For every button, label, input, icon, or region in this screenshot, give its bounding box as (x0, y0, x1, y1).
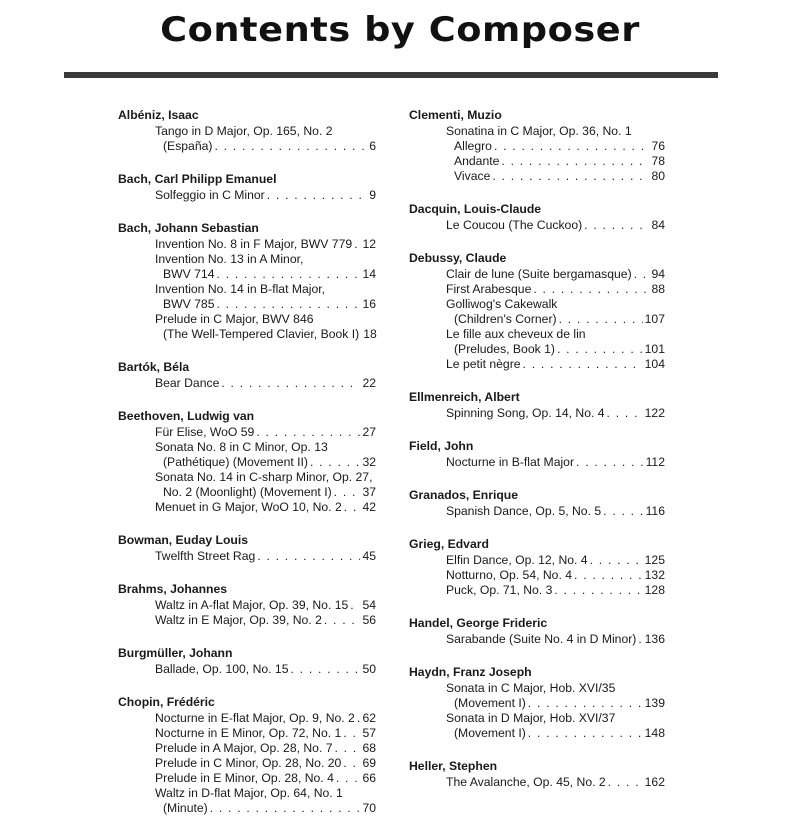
page-number: 9 (369, 188, 376, 202)
page-number: 50 (362, 662, 376, 676)
piece-entry (409, 696, 665, 711)
piece-entry (118, 801, 376, 816)
page-number: 32 (362, 455, 376, 469)
piece-entry (118, 662, 376, 677)
piece-title: Sonata in C Major, Hob. XVI/35 (446, 681, 616, 695)
composer-entry (409, 439, 665, 470)
piece-title: Menuet in G Major, WoO 10, No. 2 (155, 500, 342, 514)
piece-title: Clair de lune (Suite bergamasque) (446, 267, 632, 281)
piece-title: Solfeggio in C Minor (155, 188, 265, 202)
piece-entry (409, 218, 665, 233)
piece-entry (118, 267, 376, 282)
piece-title: (Children's Corner) (454, 312, 557, 326)
piece-title: Le petit nègre (446, 357, 521, 371)
piece-title: First Arabesque (446, 282, 532, 296)
piece-title: (Preludes, Book 1) (454, 342, 555, 356)
piece-entry (118, 124, 376, 139)
piece-entry (118, 425, 376, 440)
dot-leader (601, 504, 643, 519)
composer-entry (409, 616, 665, 647)
page-number: 37 (362, 485, 376, 499)
composer-entry (118, 172, 376, 203)
piece-entry (118, 771, 376, 786)
page-number: 122 (644, 406, 665, 420)
piece-title: The Avalanche, Op. 45, No. 2 (446, 775, 606, 789)
dot-leader (632, 267, 650, 282)
page-number: 112 (645, 455, 665, 469)
piece-entry (118, 139, 376, 154)
composer-name: Handel, George Frideric (409, 616, 548, 630)
composer-name: Granados, Enrique (409, 488, 519, 502)
piece-entry (409, 267, 665, 282)
dot-leader (265, 188, 367, 203)
right-column (409, 108, 665, 808)
piece-entry (118, 376, 376, 391)
piece-title: Bear Dance (155, 376, 220, 390)
piece-entry (409, 312, 665, 327)
composer-name: Haydn, Franz Joseph (409, 665, 532, 679)
composer-entry (409, 202, 665, 233)
composer-entry (409, 108, 665, 184)
dot-leader (255, 549, 360, 564)
page-number: 66 (362, 771, 376, 785)
piece-title: Puck, Op. 71, No. 3 (446, 583, 553, 597)
piece-title: Spanish Dance, Op. 5, No. 5 (446, 504, 602, 518)
piece-entry (118, 470, 376, 485)
page-number: 62 (362, 711, 376, 725)
dot-leader (333, 741, 361, 756)
piece-title: Prelude in E Minor, Op. 28, No. 4 (155, 771, 334, 785)
page-number: 14 (362, 267, 376, 281)
piece-title: Tango in D Major, Op. 165, No. 2 (155, 124, 333, 138)
piece-title: Sarabande (Suite No. 4 in D Minor) (446, 632, 637, 646)
piece-entry (409, 775, 665, 790)
dot-leader (352, 237, 360, 252)
piece-title: Invention No. 13 in A Minor, (155, 252, 304, 266)
dot-leader (208, 801, 361, 816)
dot-leader (214, 297, 360, 312)
piece-entry (118, 726, 376, 741)
piece-entry (118, 485, 376, 500)
piece-title: Notturno, Op. 54, No. 4 (446, 568, 573, 582)
piece-entry (409, 568, 665, 583)
piece-entry (409, 169, 665, 184)
piece-title: Invention No. 14 in B-flat Major, (155, 282, 326, 296)
piece-entry (118, 252, 376, 267)
page-number: 136 (644, 632, 665, 646)
page-number: 94 (651, 267, 665, 281)
piece-title: BWV 785 (163, 297, 215, 311)
composer-name: Bowman, Euday Louis (118, 533, 249, 547)
dot-leader (521, 357, 643, 372)
dot-leader (552, 583, 642, 598)
piece-entry (118, 598, 376, 613)
page-number: 84 (651, 218, 665, 232)
piece-title: Prelude in A Major, Op. 28, No. 7 (155, 741, 333, 755)
piece-title: Sonata No. 8 in C Minor, Op. 13 (155, 440, 328, 454)
piece-entry (118, 756, 376, 771)
piece-entry (118, 297, 376, 312)
composer-name: Chopin, Frédéric (118, 695, 215, 709)
piece-entry (409, 139, 665, 154)
piece-entry (409, 681, 665, 696)
piece-entry (409, 726, 665, 741)
dot-leader (212, 139, 367, 154)
composer-entry (118, 533, 376, 564)
composer-name: Debussy, Claude (409, 251, 507, 265)
piece-entry (409, 357, 665, 372)
composer-entry (118, 646, 376, 677)
page-number: 68 (362, 741, 376, 755)
composer-name: Clementi, Muzio (409, 108, 502, 122)
title-rule (64, 72, 718, 78)
page-number: 22 (362, 376, 376, 390)
dot-leader (588, 553, 643, 568)
dot-leader (526, 726, 643, 741)
piece-title: Andante (454, 154, 500, 168)
piece-title: (Pathétique) (Movement II) (163, 455, 308, 469)
composer-name: Bach, Carl Philipp Emanuel (118, 172, 277, 186)
piece-entry (409, 297, 665, 312)
piece-entry (409, 282, 665, 297)
piece-entry (118, 741, 376, 756)
dot-leader (557, 312, 643, 327)
piece-title: Elfin Dance, Op. 12, No. 4 (446, 553, 588, 567)
page-number: 76 (651, 139, 665, 153)
piece-title: Nocturne in E Minor, Op. 72, No. 1 (155, 726, 342, 740)
piece-title: (España) (163, 139, 213, 153)
composer-entry (118, 221, 376, 342)
page-number: 16 (362, 297, 376, 311)
piece-title: Spinning Song, Op. 14, No. 4 (446, 406, 605, 420)
piece-title: (Movement I) (454, 696, 526, 710)
composer-entry (409, 390, 665, 421)
page-number: 101 (644, 342, 665, 356)
dot-leader (341, 726, 360, 741)
page-number: 42 (362, 500, 376, 514)
piece-entry (118, 711, 376, 726)
piece-title: Waltz in E Major, Op. 39, No. 2 (155, 613, 322, 627)
composer-name: Beethoven, Ludwig van (118, 409, 255, 423)
dot-leader (499, 154, 649, 169)
piece-entry (409, 504, 665, 519)
dot-leader (555, 342, 643, 357)
page-number: 54 (362, 598, 376, 612)
dot-leader (574, 455, 644, 470)
page-number: 125 (644, 553, 665, 567)
piece-entry (118, 440, 376, 455)
composer-entry (118, 409, 376, 515)
piece-title: (The Well-Tempered Clavier, Book I) (163, 327, 360, 341)
composer-name: Field, John (409, 439, 474, 453)
page-number: 139 (644, 696, 665, 710)
page-number: 56 (362, 613, 376, 627)
dot-leader (334, 771, 361, 786)
page-number: 128 (644, 583, 665, 597)
page-number: 162 (644, 775, 665, 789)
page-number: 6 (369, 139, 376, 153)
piece-title: Vivace (454, 169, 491, 183)
dot-leader (342, 500, 361, 515)
page-number: 116 (645, 504, 665, 518)
piece-title: No. 2 (Moonlight) (Movement I) (163, 485, 332, 499)
page-number: 57 (362, 726, 376, 740)
dot-leader (490, 169, 649, 184)
piece-entry (118, 613, 376, 628)
piece-entry (118, 500, 376, 515)
dot-leader (531, 282, 649, 297)
piece-entry (409, 583, 665, 598)
piece-title: Prelude in C Minor, Op. 28, No. 20 (155, 756, 342, 770)
composer-entry (409, 537, 665, 598)
composer-entry (118, 360, 376, 391)
page-number: 18 (363, 327, 377, 341)
piece-entry (118, 282, 376, 297)
dot-leader (214, 267, 360, 282)
piece-title: Golliwog's Cakewalk (446, 297, 558, 311)
piece-title: Prelude in C Major, BWV 846 (155, 312, 314, 326)
left-column (118, 108, 376, 834)
page-number: 70 (362, 801, 376, 815)
piece-entry (118, 549, 376, 564)
piece-entry (118, 455, 376, 470)
page-number: 78 (651, 154, 665, 168)
piece-entry (409, 342, 665, 357)
page-number: 45 (362, 549, 376, 563)
piece-title: (Movement I) (454, 726, 526, 740)
piece-entry (409, 553, 665, 568)
dot-leader (605, 406, 643, 421)
dot-leader (526, 696, 643, 711)
composer-name: Bartók, Béla (118, 360, 190, 374)
composer-name: Dacquin, Louis-Claude (409, 202, 542, 216)
composer-name: Burgmüller, Johann (118, 646, 233, 660)
piece-entry (409, 154, 665, 169)
piece-entry (118, 312, 376, 327)
page-number: 107 (644, 312, 665, 326)
composer-entry (409, 665, 665, 741)
dot-leader (341, 756, 360, 771)
piece-entry (409, 124, 665, 139)
composer-name: Brahms, Johannes (118, 582, 228, 596)
piece-entry (409, 327, 665, 342)
piece-title: Waltz in D-flat Major, Op. 64, No. 1 (155, 786, 343, 800)
piece-entry (118, 327, 376, 342)
piece-entry (118, 786, 376, 801)
dot-leader (492, 139, 650, 154)
dot-leader (219, 376, 360, 391)
page-number: 88 (651, 282, 665, 296)
composer-name: Albéniz, Isaac (118, 108, 199, 122)
composer-entry (118, 108, 376, 154)
composer-name: Ellmenreich, Albert (409, 390, 520, 404)
dot-leader (308, 455, 360, 470)
piece-title: Nocturne in B-flat Major (446, 455, 575, 469)
page-number: 104 (644, 357, 665, 371)
page-number: 132 (644, 568, 665, 582)
page-number: 80 (651, 169, 665, 183)
dot-leader (254, 425, 360, 440)
piece-entry (118, 188, 376, 203)
dot-leader (332, 485, 361, 500)
dot-leader (582, 218, 649, 233)
dot-leader (322, 613, 361, 628)
piece-title: Nocturne in E-flat Major, Op. 9, No. 2 (155, 711, 355, 725)
page-number: 27 (362, 425, 376, 439)
piece-title: (Minute) (163, 801, 208, 815)
piece-entry (409, 455, 665, 470)
composer-name: Heller, Stephen (409, 759, 498, 773)
piece-title: Le fille aux cheveux de lin (446, 327, 586, 341)
piece-entry (409, 711, 665, 726)
piece-title: BWV 714 (163, 267, 215, 281)
piece-title: Sonata in D Major, Hob. XVI/37 (446, 711, 616, 725)
piece-title: Invention No. 8 in F Major, BWV 779 (155, 237, 353, 251)
piece-title: Sonata No. 14 in C-sharp Minor, Op. 27, (155, 470, 373, 484)
page-number: 69 (362, 756, 376, 770)
piece-title: Le Coucou (The Cuckoo) (446, 218, 583, 232)
piece-title: Ballade, Op. 100, No. 15 (155, 662, 289, 676)
piece-entry (409, 632, 665, 647)
piece-title: Twelfth Street Rag (155, 549, 256, 563)
dot-leader (572, 568, 643, 583)
composer-name: Grieg, Edvard (409, 537, 489, 551)
dot-leader (288, 662, 360, 677)
composer-entry (409, 488, 665, 519)
piece-title: Allegro (454, 139, 492, 153)
page-number: 12 (362, 237, 376, 251)
piece-entry (118, 237, 376, 252)
composer-name: Bach, Johann Sebastian (118, 221, 259, 235)
dot-leader (348, 598, 360, 613)
page-number: 148 (644, 726, 665, 740)
piece-title: Waltz in A-flat Major, Op. 39, No. 15 (155, 598, 349, 612)
composer-entry (409, 759, 665, 790)
page-title: Contents by Composer (160, 10, 640, 50)
composer-entry (409, 251, 665, 372)
piece-title: Sonatina in C Major, Op. 36, No. 1 (446, 124, 632, 138)
piece-title: Für Elise, WoO 59 (155, 425, 255, 439)
composer-entry (118, 695, 376, 816)
dot-leader (606, 775, 643, 790)
piece-entry (409, 406, 665, 421)
composer-entry (118, 582, 376, 628)
